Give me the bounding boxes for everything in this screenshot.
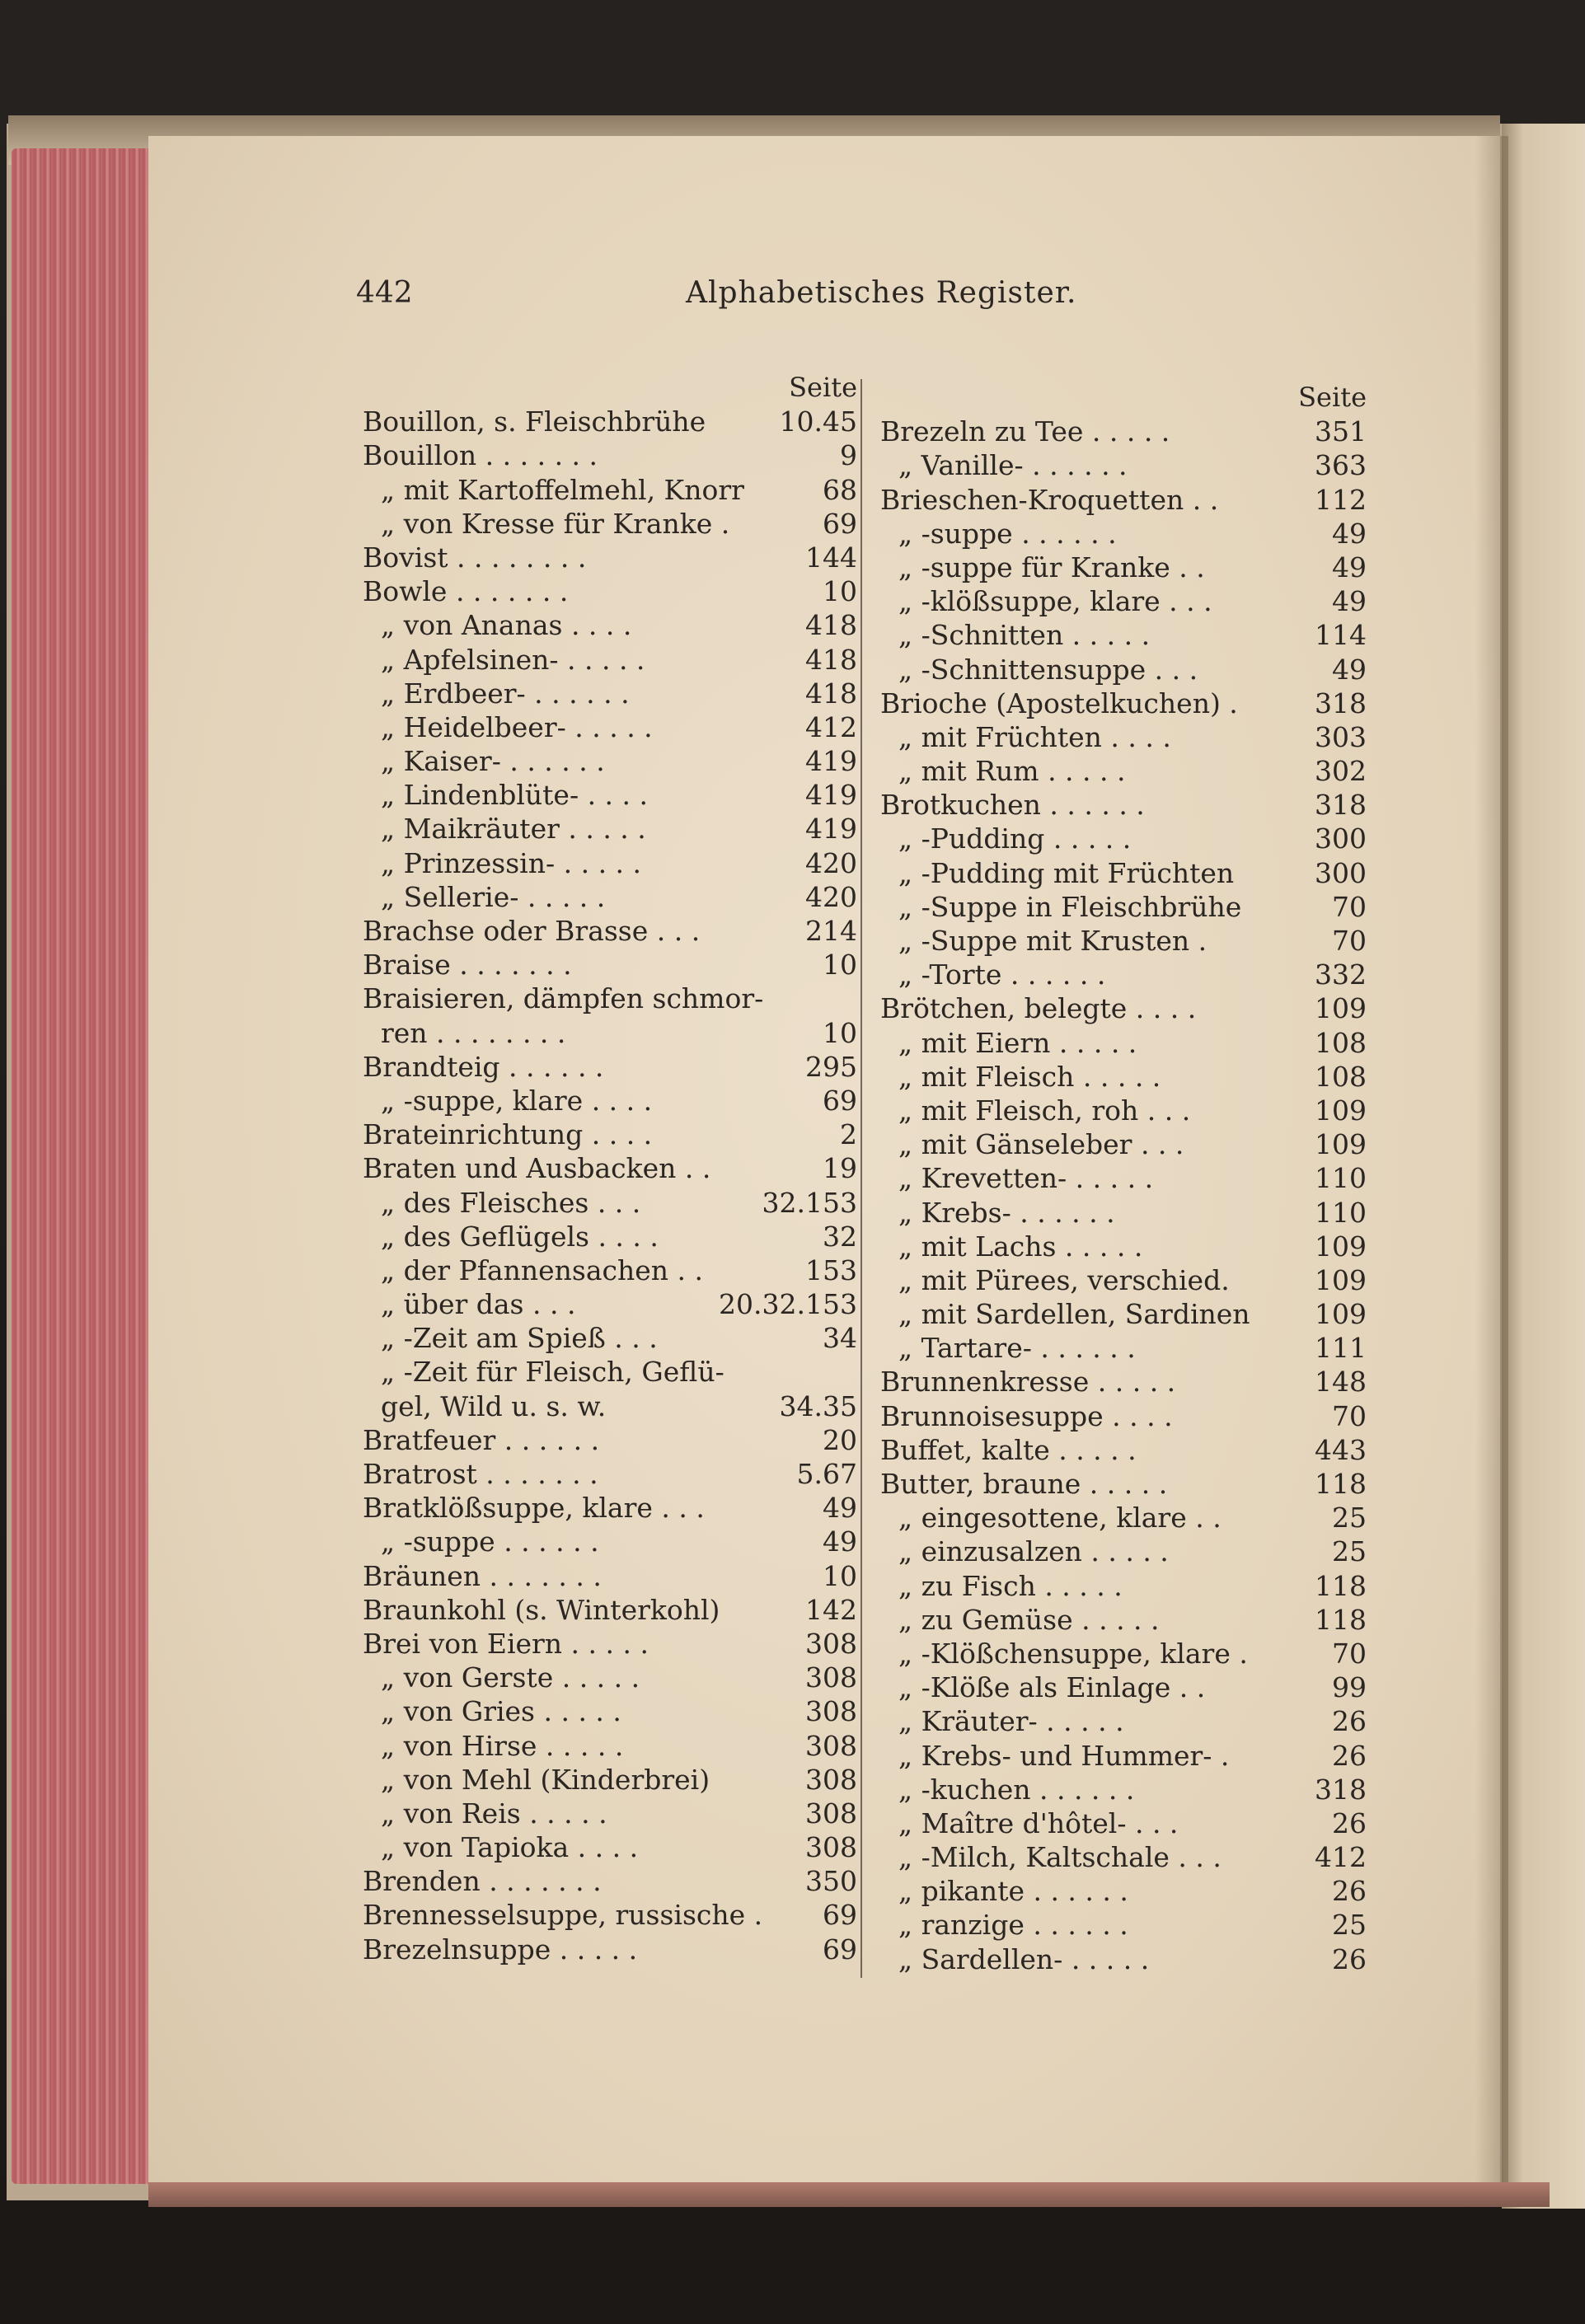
entry-page-number: 69: [823, 1933, 857, 1966]
index-entry: [363, 643, 857, 677]
index-entry: [880, 856, 1367, 890]
entry-label: „ von Tapioka . . . .: [381, 1831, 639, 1864]
entry-page-number: 70: [1332, 890, 1367, 923]
entry-label: Brenden . . . . . . .: [363, 1865, 602, 1898]
entry-label: Braten und Ausbacken . .: [363, 1152, 711, 1185]
column-divider: [860, 379, 862, 1978]
index-entry: [880, 1569, 1367, 1603]
index-entry: [880, 754, 1367, 788]
index-entry: [880, 1739, 1367, 1773]
entry-page-number: 108: [1315, 1060, 1367, 1093]
index-entry: [363, 1694, 857, 1728]
entry-page-number: 153: [805, 1253, 857, 1286]
entry-page-number: 25: [1332, 1502, 1367, 1534]
entry-label: „ mit Lachs . . . . .: [898, 1230, 1143, 1263]
entry-label: „ Prinzessin- . . . . .: [381, 846, 642, 879]
index-entry: [880, 1263, 1367, 1297]
entry-page-number: 109: [1315, 1128, 1367, 1161]
index-entry: [880, 1230, 1367, 1263]
entry-page-number: 26: [1332, 1739, 1367, 1772]
index-entry: [363, 507, 857, 541]
column-heading: Seite: [789, 372, 857, 403]
entry-label: „ der Pfannensachen . .: [381, 1253, 703, 1286]
index-entry: [880, 720, 1367, 754]
index-entry: [880, 415, 1367, 448]
entry-label: „ über das . . .: [381, 1288, 576, 1321]
index-entry: [363, 1525, 857, 1558]
index-entry: [880, 618, 1367, 652]
entry-label: „ mit Fleisch, roh . . .: [898, 1094, 1191, 1127]
entry-page-number: 214: [805, 915, 857, 947]
entry-page-number: 420: [805, 846, 857, 879]
entry-label: „ Vanille- . . . . . .: [898, 449, 1128, 482]
index-entry: [880, 1433, 1367, 1467]
entry-page-number: 9: [840, 439, 857, 472]
entry-page-number: 142: [805, 1593, 857, 1626]
index-entry: [363, 1355, 857, 1389]
entry-page-number: 20.32.153: [719, 1288, 857, 1321]
entry-label: Bowle . . . . . . .: [363, 575, 569, 608]
entry-label: Brezeln zu Tee . . . . .: [880, 415, 1170, 448]
index-entry: [363, 1287, 857, 1321]
entry-page-number: 114: [1315, 619, 1367, 652]
entry-label: „ -suppe . . . . . .: [381, 1525, 599, 1558]
index-entry: [880, 1365, 1367, 1399]
entry-page-number: 34.35: [779, 1389, 857, 1422]
entry-label: „ Maître d'hôtel- . . .: [898, 1806, 1179, 1839]
index-entry: [363, 1491, 857, 1525]
entry-label: „ Kräuter- . . . . .: [898, 1705, 1124, 1738]
index-entry: [880, 551, 1367, 584]
entry-label: „ mit Früchten . . . .: [898, 720, 1171, 753]
index-entry: [363, 541, 857, 574]
entry-label: Brezelnsuppe . . . . .: [363, 1933, 638, 1966]
entry-page-number: 419: [805, 779, 857, 812]
entry-page-number: 10.45: [779, 405, 857, 438]
index-entry: [363, 948, 857, 982]
entry-label: „ -Pudding . . . . .: [898, 822, 1132, 855]
entry-page-number: 5.67: [796, 1458, 857, 1490]
entry-page-number: 300: [1315, 822, 1367, 855]
entry-page-number: 420: [805, 880, 857, 913]
facing-page-edge: [1502, 124, 1585, 2209]
index-entry: [880, 924, 1367, 958]
entry-label: „ -Zeit für Fleisch, Geflü-: [381, 1356, 725, 1389]
entry-page-number: 111: [1315, 1332, 1367, 1365]
entry-label: „ -Klöße als Einlage . .: [898, 1671, 1206, 1704]
page-title: Alphabetisches Register.: [686, 276, 1077, 310]
running-header: [356, 276, 1370, 326]
index-entry: [880, 1399, 1367, 1433]
entry-label: „ Sardellen- . . . . .: [898, 1942, 1150, 1975]
index-entry: [880, 1026, 1367, 1060]
index-entry: [880, 1603, 1367, 1637]
index-column-right: [880, 371, 1367, 1976]
entry-page-number: 144: [805, 541, 857, 574]
entry-label: „ von Gerste . . . . .: [381, 1661, 640, 1694]
entry-page-number: 412: [805, 710, 857, 743]
entry-label: „ -suppe . . . . . .: [898, 517, 1117, 550]
index-entry: [363, 1457, 857, 1491]
index-entry: [880, 1773, 1367, 1806]
index-entry: [363, 982, 857, 1015]
entry-page-number: 303: [1315, 720, 1367, 753]
index-entry: [363, 1117, 857, 1151]
index-entry: [363, 1253, 857, 1287]
index-entry: [363, 1593, 857, 1627]
entry-page-number: 118: [1315, 1603, 1367, 1636]
entry-page-number: 49: [823, 1492, 857, 1525]
entry-page-number: 418: [805, 643, 857, 676]
entry-label: „ von Kresse für Kranke .: [381, 507, 730, 540]
entry-page-number: 32.153: [762, 1186, 857, 1219]
entry-label: „ -Zeit am Spieß . . .: [381, 1322, 658, 1355]
index-entry: [880, 1908, 1367, 1942]
entry-page-number: 118: [1315, 1569, 1367, 1602]
entry-label: Brotkuchen . . . . . .: [880, 789, 1145, 822]
entry-page-number: 351: [1315, 415, 1367, 448]
index-entry: [880, 1840, 1367, 1874]
entry-page-number: 148: [1315, 1366, 1367, 1399]
index-entry: [880, 1874, 1367, 1908]
entry-page-number: 318: [1315, 1773, 1367, 1806]
entry-label: „ mit Rum . . . . .: [898, 755, 1126, 788]
index-entry: [880, 1534, 1367, 1568]
entry-label: „ des Geflügels . . . .: [381, 1220, 659, 1253]
entry-label: „ zu Fisch . . . . .: [898, 1569, 1123, 1602]
red-page-edges: [12, 148, 160, 2184]
entry-page-number: 110: [1315, 1196, 1367, 1229]
index-entry: [363, 1321, 857, 1355]
index-entry: [363, 1423, 857, 1457]
entry-page-number: 118: [1315, 1468, 1367, 1500]
index-entry: [880, 890, 1367, 924]
index-entry: [363, 405, 857, 438]
index-entry: [880, 1637, 1367, 1670]
entry-page-number: 308: [805, 1695, 857, 1728]
index-entry: [363, 880, 857, 914]
index-entry: [363, 1864, 857, 1898]
index-entry: [880, 653, 1367, 686]
entry-page-number: 49: [1332, 585, 1367, 618]
entry-label: Bräunen . . . . . . .: [363, 1559, 602, 1592]
entry-page-number: 69: [823, 507, 857, 540]
entry-page-number: 70: [1332, 1637, 1367, 1670]
entry-page-number: 26: [1332, 1875, 1367, 1908]
index-entry: [363, 1050, 857, 1084]
index-entry: [880, 517, 1367, 551]
entry-label: Brioche (Apostelkuchen) .: [880, 686, 1238, 719]
index-entry: [363, 1084, 857, 1117]
index-entry: [880, 1704, 1367, 1738]
entry-label: „ Apfelsinen- . . . . .: [381, 643, 645, 676]
index-entry: [880, 1670, 1367, 1704]
entry-page-number: 443: [1315, 1433, 1367, 1466]
entry-page-number: 25: [1332, 1535, 1367, 1568]
entry-label: „ Erdbeer- . . . . . .: [381, 677, 630, 710]
index-entry: [880, 991, 1367, 1025]
entry-label: Braise . . . . . . .: [363, 949, 572, 982]
index-entry: [363, 438, 857, 472]
entry-page-number: 308: [805, 1831, 857, 1864]
entry-label: Brateinrichtung . . . .: [363, 1118, 653, 1151]
entry-label: Brieschen-Kroquetten . .: [880, 483, 1219, 516]
entry-label: „ -klößsuppe, klare . . .: [898, 585, 1212, 618]
index-entry: [363, 574, 857, 608]
entry-label: „ Krevetten- . . . . .: [898, 1162, 1154, 1195]
column-heading: Seite: [1298, 382, 1367, 413]
index-entry: [880, 958, 1367, 991]
entry-label: Bratrost . . . . . . .: [363, 1458, 598, 1490]
entry-label: „ -Schnitten . . . . .: [898, 619, 1151, 652]
entry-label: „ eingesottene, klare . .: [898, 1502, 1222, 1534]
index-entry: [363, 677, 857, 710]
index-entry: [363, 1220, 857, 1253]
index-entry: [880, 686, 1367, 720]
entry-page-number: 308: [805, 1763, 857, 1796]
entry-page-number: 318: [1315, 789, 1367, 822]
entry-page-number: 418: [805, 677, 857, 710]
index-entry: [363, 812, 857, 846]
entry-label: „ mit Eiern . . . . .: [898, 1026, 1137, 1059]
index-entry: [880, 1806, 1367, 1840]
entry-page-number: 19: [823, 1152, 857, 1185]
index-entry: [880, 1297, 1367, 1331]
entry-page-number: 110: [1315, 1162, 1367, 1195]
entry-label: Braisieren, dämpfen schmor-: [363, 982, 764, 1015]
index-entry: [363, 1729, 857, 1763]
book-bottom-edge: [148, 2182, 1550, 2207]
entry-label: „ -Klößchensuppe, klare .: [898, 1637, 1248, 1670]
entry-page-number: 419: [805, 813, 857, 846]
entry-label: „ Maikräuter . . . . .: [381, 813, 646, 846]
entry-label: „ einzusalzen . . . . .: [898, 1535, 1169, 1568]
index-column-left: [363, 371, 857, 1966]
page-gutter-shadow: [1475, 136, 1508, 2184]
entry-label: „ mit Pürees, verschied.: [898, 1263, 1230, 1296]
entry-page-number: 69: [823, 1084, 857, 1117]
index-entry: [363, 1797, 857, 1830]
entry-label: „ von Mehl (Kinderbrei): [381, 1763, 710, 1796]
entry-label: „ von Gries . . . . .: [381, 1695, 621, 1728]
entry-label: „ pikante . . . . . .: [898, 1875, 1128, 1908]
entry-page-number: 20: [823, 1423, 857, 1456]
index-entry: [363, 608, 857, 642]
entry-label: Brei von Eiern . . . . .: [363, 1627, 649, 1660]
index-entry: [363, 744, 857, 778]
entry-label: „ Kaiser- . . . . . .: [381, 745, 605, 778]
entry-label: „ des Fleisches . . .: [381, 1186, 641, 1219]
entry-page-number: 300: [1315, 856, 1367, 889]
index-entry: [363, 778, 857, 812]
entry-page-number: 109: [1315, 1298, 1367, 1331]
entry-page-number: 68: [823, 473, 857, 506]
entry-label: „ -kuchen . . . . . .: [898, 1773, 1135, 1806]
entry-label: „ ranzige . . . . . .: [898, 1909, 1128, 1942]
entry-label: Braunkohl (s. Winterkohl): [363, 1593, 720, 1626]
entry-page-number: 49: [1332, 517, 1367, 550]
index-entry: [363, 1627, 857, 1661]
entry-page-number: 109: [1315, 1263, 1367, 1296]
entry-page-number: 49: [1332, 653, 1367, 686]
entry-label: „ Krebs- . . . . . .: [898, 1196, 1115, 1229]
entry-label: „ Heidelbeer- . . . . .: [381, 710, 653, 743]
entry-label: „ mit Kartoffelmehl, Knorr: [381, 473, 744, 506]
entry-label: „ -Pudding mit Früchten: [898, 856, 1235, 889]
index-entry: [880, 1196, 1367, 1230]
index-entry: [880, 788, 1367, 822]
entry-page-number: 25: [1332, 1909, 1367, 1942]
index-entry: [880, 1331, 1367, 1365]
entry-label: „ -Suppe in Fleischbrühe: [898, 890, 1242, 923]
index-entry: [880, 1501, 1367, 1534]
entry-page-number: 302: [1315, 755, 1367, 788]
entry-page-number: 10: [823, 1559, 857, 1592]
index-entry: [880, 1094, 1367, 1127]
entry-label: „ mit Sardellen, Sardinen: [898, 1298, 1250, 1331]
index-entry: [363, 1933, 857, 1966]
index-entry: [363, 710, 857, 744]
entry-page-number: 308: [805, 1729, 857, 1762]
index-entry: [880, 1467, 1367, 1501]
index-entry: [880, 584, 1367, 618]
entry-page-number: 318: [1315, 686, 1367, 719]
entry-page-number: 10: [823, 1016, 857, 1049]
entry-page-number: 99: [1332, 1671, 1367, 1704]
entry-label: „ zu Gemüse . . . . .: [898, 1603, 1160, 1636]
entry-page-number: 70: [1332, 1399, 1367, 1432]
index-entry: [880, 1127, 1367, 1161]
entry-page-number: 112: [1315, 483, 1367, 516]
entry-label: „ -Schnittensuppe . . .: [898, 653, 1198, 686]
entry-page-number: 109: [1315, 992, 1367, 1025]
entry-page-number: 49: [1332, 551, 1367, 583]
entry-page-number: 308: [805, 1661, 857, 1694]
entry-label: „ mit Fleisch . . . . .: [898, 1060, 1161, 1093]
entry-label: Bovist . . . . . . . .: [363, 541, 587, 574]
entry-label: „ -Torte . . . . . .: [898, 958, 1106, 991]
index-entry: [880, 483, 1367, 517]
index-entry: [363, 1898, 857, 1932]
entry-page-number: 332: [1315, 958, 1367, 991]
index-entry: [363, 1559, 857, 1593]
entry-label: „ -suppe, klare . . . .: [381, 1084, 653, 1117]
entry-label: „ von Hirse . . . . .: [381, 1729, 624, 1762]
entry-page-number: 412: [1315, 1841, 1367, 1874]
entry-label: „ von Reis . . . . .: [381, 1797, 607, 1830]
entry-label: Bratfeuer . . . . . .: [363, 1423, 600, 1456]
entry-label: gel, Wild u. s. w.: [381, 1389, 607, 1422]
page-number: 442: [356, 276, 413, 310]
entry-page-number: 26: [1332, 1942, 1367, 1975]
entry-label: „ Lindenblüte- . . . .: [381, 779, 649, 812]
entry-page-number: 350: [805, 1865, 857, 1898]
entry-page-number: 32: [823, 1220, 857, 1253]
entry-label: „ -Suppe mit Krusten .: [898, 925, 1208, 957]
entry-label: Butter, braune . . . . .: [880, 1468, 1168, 1500]
entry-label: „ Krebs- und Hummer- .: [898, 1739, 1230, 1772]
entry-page-number: 295: [805, 1050, 857, 1083]
entry-page-number: 34: [823, 1322, 857, 1355]
index-entry: [363, 1186, 857, 1220]
entry-page-number: 49: [823, 1525, 857, 1558]
index-entry: [880, 1060, 1367, 1094]
entry-label: Brunnenkresse . . . . .: [880, 1366, 1176, 1399]
index-entry: [363, 1763, 857, 1797]
index-entry: [880, 822, 1367, 855]
entry-label: „ Sellerie- . . . . .: [381, 880, 606, 913]
index-entry: [363, 1389, 857, 1423]
entry-label: „ Tartare- . . . . . .: [898, 1332, 1136, 1365]
entry-label: Bouillon, s. Fleischbrühe: [363, 405, 706, 438]
entry-label: Brandteig . . . . . .: [363, 1050, 604, 1083]
entry-page-number: 10: [823, 575, 857, 608]
index-entry: [363, 1151, 857, 1185]
index-entry: [363, 846, 857, 880]
entry-page-number: 418: [805, 609, 857, 642]
index-entry: [363, 1016, 857, 1050]
entry-page-number: 419: [805, 745, 857, 778]
index-entry: [880, 448, 1367, 482]
entry-page-number: 308: [805, 1797, 857, 1830]
entry-label: Brennesselsuppe, russische .: [363, 1899, 763, 1932]
entry-page-number: 70: [1332, 925, 1367, 957]
index-entry: [363, 1661, 857, 1694]
entry-page-number: 363: [1315, 449, 1367, 482]
entry-label: ren . . . . . . . .: [381, 1016, 566, 1049]
index-entry: [363, 473, 857, 507]
entry-label: Bratklößsuppe, klare . . .: [363, 1492, 705, 1525]
entry-label: Brötchen, belegte . . . .: [880, 992, 1197, 1025]
entry-page-number: 10: [823, 949, 857, 982]
entry-label: Bouillon . . . . . . .: [363, 439, 598, 472]
entry-page-number: 26: [1332, 1806, 1367, 1839]
entry-label: Brachse oder Brasse . . .: [363, 915, 701, 947]
entry-label: Brunnoisesuppe . . . .: [880, 1399, 1173, 1432]
entry-label: „ mit Gänseleber . . .: [898, 1128, 1184, 1161]
entry-page-number: 69: [823, 1899, 857, 1932]
entry-page-number: 308: [805, 1627, 857, 1660]
entry-label: „ von Ananas . . . .: [381, 609, 632, 642]
entry-page-number: 26: [1332, 1705, 1367, 1738]
index-entry: [363, 914, 857, 948]
index-entry: [880, 1942, 1367, 1976]
entry-page-number: 109: [1315, 1230, 1367, 1263]
entry-page-number: 2: [840, 1118, 857, 1151]
entry-label: Buffet, kalte . . . . .: [880, 1433, 1137, 1466]
index-entry: [363, 1830, 857, 1864]
entry-page-number: 108: [1315, 1026, 1367, 1059]
index-entry: [880, 1161, 1367, 1195]
entry-label: „ -suppe für Kranke . .: [898, 551, 1205, 583]
entry-page-number: 109: [1315, 1094, 1367, 1127]
entry-label: „ -Milch, Kaltschale . . .: [898, 1841, 1222, 1874]
